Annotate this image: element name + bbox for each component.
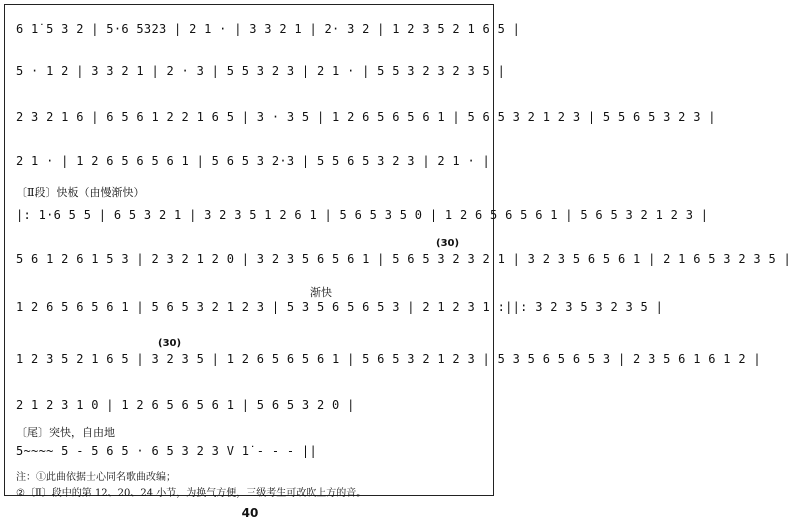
staff-line-9: 2 1 2 3 1 0 | 1 2 6 5 6 5 6 1 | 5 6 5 3 2 0 |: [16, 398, 355, 412]
staff-line-2: 5 · 1 2 | 3 3 2 1 | 2 · 3 | 5 5 3 2 3 | 2 1 · | 5 5 3 2 3 2 3 5 |: [16, 64, 506, 78]
staff-line-3: 2 3 2 1 6 | 6 5 6 1 2 2 1 6 5 | 3 · 3 5 | 1 2 6 5 6 5 6 1 | 5 6 5 3 2 1 2 3 | 5 5 6 5 3 2 3 |: [16, 110, 716, 124]
repeat-marker-1: (30): [436, 238, 460, 249]
section-2-heading: 〔Ⅱ段〕快板（由慢渐快）: [16, 186, 145, 199]
section-end-heading: 〔尾〕突快，自由地: [16, 426, 115, 439]
staff-line-4: 2 1 · | 1 2 6 5 6 5 6 1 | 5 6 5 3 2·3 | 5 5 6 5 3 2 3 | 2 1 · |: [16, 154, 491, 168]
tempo-mark: 渐快: [310, 286, 332, 299]
page-number: 40: [241, 506, 259, 520]
footnotes: [16, 470, 486, 502]
staff-line-6: 5 6 1 2 6 1 5 3 | 2 3 2 1 2 0 | 3 2 3 5 6 5 6 1 | 5 6 5 3 2 3 2 1 | 3 2 3 5 6 5 6 1 | 2 1 6 5 3 2 3 5 |: [16, 252, 791, 266]
staff-line-7: 1 2 6 5 6 5 6 1 | 5 6 5 3 2 1 2 3 | 5 3 5 6 5 6 5 3 | 2 1 2 3 1 :||: 3 2 3 5 3 2 3 5 |: [16, 300, 664, 314]
repeat-marker-2: (30): [158, 338, 182, 349]
staff-line-10: 5~~~~ 5 - 5 6 5 · 6 5 3 2 3 V 1̇ - - - ||: [16, 444, 317, 458]
footnote-1: 注：①此曲依据士心同名歌曲改编；: [16, 472, 176, 483]
footnote-2: ②〔Ⅱ〕段中的第 12、20、24 小节，为换气方便，三级考生可改吹上方的音。: [16, 488, 367, 499]
staff-line-5: |: 1·6 5 5 | 6 5 3 2 1 | 3 2 3 5 1 2 6 1 | 5 6 5 3 5 0 | 1 2 6 5 6 5 6 1 | 5 6 5 3 2 1 2 3 |: [16, 208, 709, 222]
staff-line-1: 6 1̇ 5 3 2 | 5·6 5323 | 2 1 · | 3 3 2 1 | 2· 3 2 | 1 2 3 5 2 1 6 5 |: [16, 22, 521, 36]
staff-line-8: 1 2 3 5 2 1 6 5 | 3 2 3 5 | 1 2 6 5 6 5 6 1 | 5 6 5 3 2 1 2 3 | 5 3 5 6 5 6 5 3 | 2 3 5 6 1 6 1 2 |: [16, 352, 761, 366]
